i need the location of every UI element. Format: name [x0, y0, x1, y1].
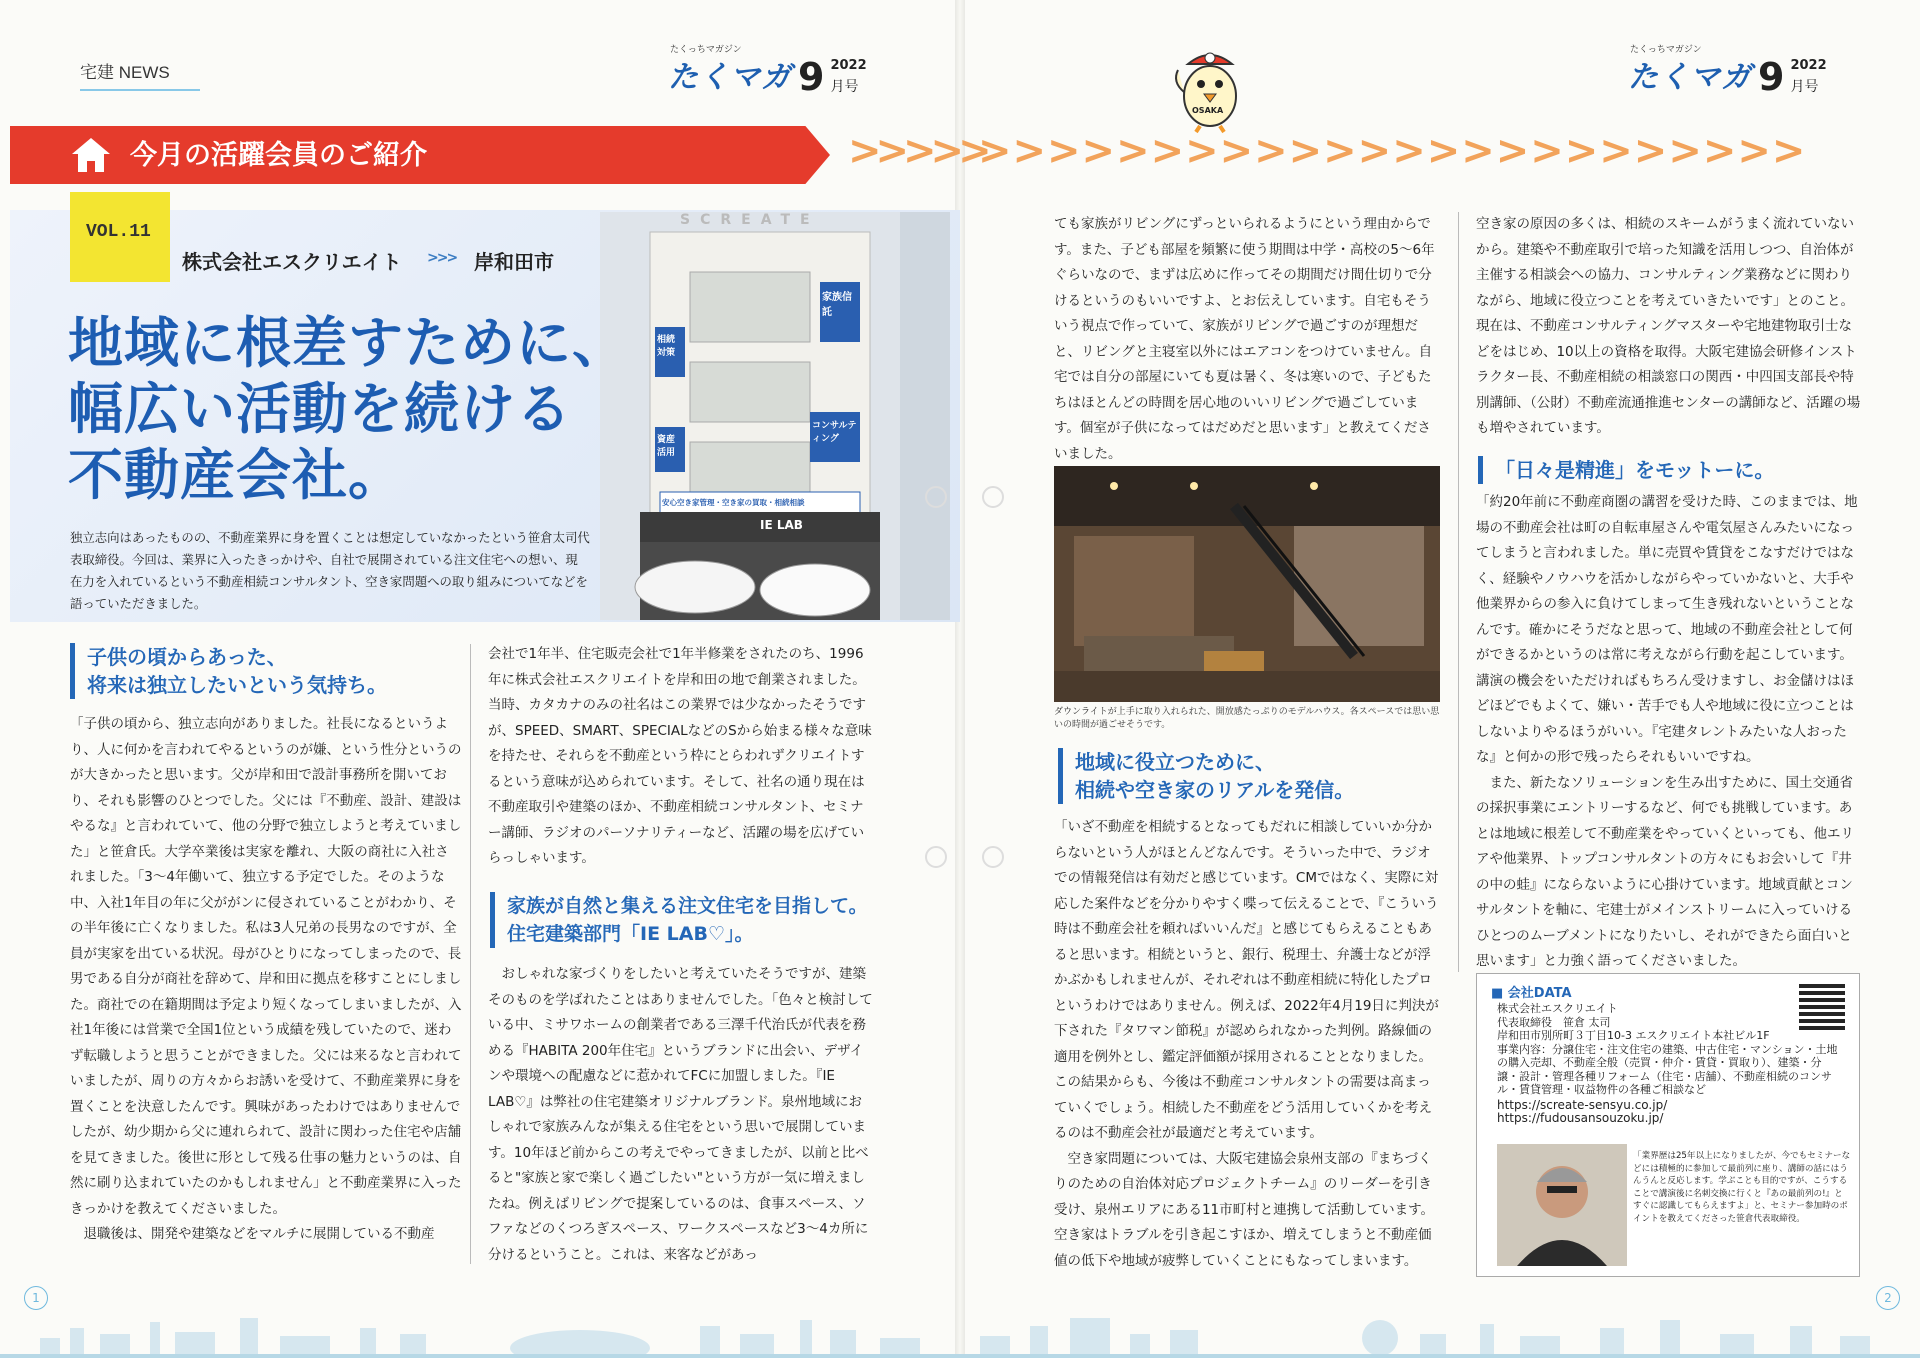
mascot-image	[1170, 42, 1250, 134]
page-gutter	[955, 0, 965, 1358]
company-data-label: ■ 会社DATA	[1491, 986, 1572, 1001]
photo-caption: ダウンライトが上手に取り入れられた、開放感たっぷりのモデルハウス。各スペースでは思い思いの時間が過ごせそうです。	[1054, 707, 1440, 730]
company-data-text	[1497, 1002, 1838, 1126]
binder-hole	[925, 486, 947, 508]
issue-month: 9	[798, 55, 825, 99]
article-column-4	[1476, 490, 1862, 975]
article-column-1	[70, 712, 462, 1248]
company-name: 株式会社エスクリエイト	[182, 250, 402, 274]
banner-title: 今月の活躍会員のご紹介	[130, 140, 427, 171]
skyline-illustration-left	[0, 1308, 960, 1358]
skyline-illustration-right	[960, 1308, 1920, 1358]
building-sign-inheritance: 相続対策	[657, 335, 676, 358]
paragraph: 空き家問題については、大阪宅建協会泉州支部の『まちづくりのための自治体対応プロジェクトチーム』のリーダーを引き受け、泉州エリアにある11市町村と連携して活動しています。空き家はトラブルを引き起こすほか、増えてしまうと不動産価値の低下や地域が疲弊していくことにもなってしまいます。	[1054, 1150, 1435, 1269]
paragraph: 「子供の頃から、独立志向がありました。社長になるというより、人に何かを言われてやるというのが嫌、という性分というのが大きかったと思います。父が岸和田で設計事務所を開いており、それも影響のひとつでした。父には『不動産、設計、建設はやるな』と言われていて、他の分野で独立しようと考えていました」と笹倉氏。大学卒業後は実家を離れ、大阪の商社に入社されました。「3〜4年働いて、独立する予定でした。そのような中、入社1年目の年に父ががンに侵されていることがわかり、その半年後に亡くなりました。私は3人兄弟の長男なのですが、全員が実家を出ている状況。母がひとりになってしまったので、長男である自分が商社を辞めて、岸和田に拠点を移すことにしました。商社での在籍期間は予定より短くなってしまいましたが、入社1年後には営業で全国1位という成績を残していたので、迷わず転職しようと思うことができました。父には来るなと言われていましたが、周りの方々からお誘いを受けて、不動産業界に身を置くことを決意したんです。興味があったわけではありませんでしたが、幼少期から父に連れられて、設計に関わった住宅や店舗を見てきました。後世に形として残る仕事の魅力というのは、自然に刷り込まれていたのかもしれません」と不動産業界に入ったきっかけを教えてくださいました。	[70, 716, 462, 1217]
title-line: 子供の頃からあった、	[87, 645, 287, 669]
article-column-2-intro: 会社で1年半、住宅販売会社で1年半修業をされたのち、1996年に株式会社エスクリエイトを岸和田の地で創業されました。当時、カタカナのみの社名はこの業界では少なかったそうですが、SPEED、SMART、SPECIALなどのSから始まる様々な意味を持たせ、それらを不動産という枠にとらわれずクリエイトするという意味が込められています。そして、社名の通り現在は不動産取引や建築のほか、不動産相続コンサルタント、セミナー講師、ラジオのパーソナリティーなど、活躍の場を広げていらっしゃいます。	[488, 646, 872, 866]
feature-lead: 独立志向はあったものの、不動産業界に身を置くことは想定していなかったという笹倉太司代表取締役。今回は、業界に入ったきっかけや、自社で展開されている注文住宅への想い、現在力を入れているという不動産相続コンサルタント、空き家問題への取り組みについてなどを語っていただきました。	[70, 530, 590, 611]
issue-year: 2022	[1790, 58, 1827, 73]
building-sign-family-trust: 家族信託	[822, 292, 852, 318]
magazine-logo-right	[1628, 45, 1827, 99]
building-sign-services: 安心空き家管理・空き家の買取・相続相談	[662, 498, 805, 507]
company-data-line: 代表取締役 笹倉 太司	[1497, 1015, 1611, 1029]
company-data-line: 株式会社エスクリエイト	[1497, 1002, 1618, 1015]
paragraph: 「約20年前に不動産商圏の講習を受けた時、このままでは、地場の不動産会社は町の自転車屋さんや電気屋さんみたいになってしまうと言われました。単に売買や賃貸をこなすだけではなく、経験やノウハウを活かしながらやっていかないと、大手や他業界からの参入に負けてしまって生き残れないということなんです。確かにそうだなと思って、地域の不動産会社として何ができるかというのは常に考えながら行動を起こしています。講演の機会をいただければもちろん受けますし、お金儲けはほどほどでもよくて、嫌い・苦手でも人や地域に役に立つことはしないよりやるほうがいい。『宅建タレントみたいな人おったな』と何かの形で残ったらそれもいいですね。	[1476, 494, 1858, 765]
title-line: 家族が自然と集える注文住宅を目指して。	[507, 895, 868, 917]
paragraph: また、新たなソリューションを生み出すために、国土交通省の採択事業にエントリーするなど、何でも挑戦しています。あとは地域に根差して不動産業をやっていくといっても、他エリアや他業界、トップコンサルタントの方々にもお会いして『井の中の蛙』にならないように心掛けています。地域貢献とコンサルタントを軸に、宅建士がメインストリームに入っていけるひとつのムーブメントになりたいし、それができたら面白いと思います」と力強く語ってくださいました。	[1476, 774, 1854, 969]
model-house-photo	[1054, 466, 1440, 702]
title-line: 地域に役立つために、	[1075, 750, 1275, 774]
issue-month: 9	[1758, 55, 1785, 99]
building-photo	[600, 212, 950, 620]
article-column-4-top: 空き家の原因の多くは、相続のスキームがうまく流れていないから。建築や不動産取引で培った知識を活用しつつ、自治体が主催する相談会への協力、コンサルティング業務などに関わりながら、地域に役立つことを考えていきたいです」とのこと。現在は、不動産コンサルティングマスターや宅地建物取引士などをはじめ、10以上の資格を取得。大阪宅建協会研修インストラクター長、不動産相続の相談窓口の関西・中四国支部長や特別講師、（公財）不動産流通推進センターの講師など、活躍の場も増やされています。	[1476, 216, 1861, 436]
volume-badge: VOL.11	[70, 192, 170, 282]
issue-suffix: 月号	[830, 79, 859, 95]
chevron-decoration-left: >>>>>	[848, 128, 986, 174]
representative-photo	[1497, 1144, 1627, 1266]
binder-hole	[925, 846, 947, 868]
section-title-house	[490, 892, 907, 948]
magazine-title: たくマガ	[668, 60, 792, 95]
magazine-title: たくマガ	[1628, 60, 1752, 95]
arrow-separator: >>>	[427, 250, 457, 266]
building-sign-screate: SCREATE	[680, 212, 820, 228]
company-url[interactable]: https://fudousansouzoku.jp/	[1497, 1111, 1664, 1125]
paragraph: 「いざ不動産を相続するとなってもだれに相談していいか分からないという人がほとんどなんです。そういった中で、ラジオでの情報発信は有効だと感じています。CMではなく、実際に対応した案件などを分かりやすく喋って伝えることで、『こういう時は不動産会社を頼ればいいんだ』と感じてもらえることもあると思います。相続というと、銀行、税理士、弁護士などが浮かぶかもしれませんが、それぞれは不動産相続に特化したプロというわけではありません。例えば、2022年4月19日に判決が下された『タワマン節税』が認められなかった判例。路線価の適用を例外とし、鑑定評価額が採用されることとなりました。この結果からも、今後は不動産コンサルタントの需要は高まっていくでしょう。相続した不動産をどう活用していくかを考えるのは不動産会社が最適だと考えています。	[1054, 819, 1439, 1141]
home-icon	[70, 136, 112, 174]
building-sign-ielab: IE LAB	[760, 518, 803, 532]
building-sign-consulting: コンサルティング	[812, 421, 857, 444]
headline-line: 地域に根差すために、	[68, 311, 629, 375]
article-column-3-top: ても家族がリビングにずっといられるようにという理由からです。また、子ども部屋を頻繁に使う期間は中学・高校の5〜6年ぐらいなので、まずは広めに作ってその期間だけ間仕切りで分けるというのもいいですよ、とお伝えしています。自宅もそういう視点で作っていて、家族がリビングで過ごすのが理想だと、リビングと主寝室以外にはエアコンをつけていません。自宅では自分の部屋にいても夏は暑く、冬は寒いので、子どもたちはほとんどの時間を居心地のいいリビングで過ごしています。個室が子供になってはだめだと思います」と教えてくださいました。	[1054, 216, 1435, 462]
magazine-subtitle: たくっちマガジン	[1630, 45, 1702, 55]
qr-code-icon[interactable]	[1799, 982, 1845, 1030]
magazine-subtitle: たくっちマガジン	[670, 45, 742, 55]
company-city: 岸和田市	[474, 250, 554, 274]
title-line: 将来は独立したいという気持ち。	[87, 673, 387, 697]
title-line: 住宅建築部門「IE LAB♡」。	[507, 923, 754, 945]
page-number-right: 2	[1876, 1286, 1900, 1310]
chevron-decoration-right: >>>>>>>>>>>>>>>>>>>>>>>>	[978, 128, 1807, 174]
issue-suffix: 月号	[1790, 79, 1819, 95]
title-line: 相続や空き家のリアルを発信。	[1075, 778, 1355, 802]
building-sign-asset: 資産活用	[657, 435, 676, 458]
section-title-community	[1058, 748, 1455, 804]
article-column-2: おしゃれな家づくりをしたいと考えていたそうですが、建築そのものを学ばれたことはありませんでした。「色々と検討している中、ミサワホームの創業者である三澤千代治氏が代表を務める『HABITA 200年住宅』というブランドに出会い、デザインや環境への配慮などに惹かれてFCに加盟しました。『IE LAB♡』は弊社の住宅建築オリジナルブランド。泉州地域におしゃれで家族みんなが集える住宅をという思いで展開しています。10年ほど前からこの考えでやってきましたが、以前と比べると"家族と家で楽しく過ごしたい"という方が一気に増えましたね。例えばリビングで提案しているのは、食事スペース、ソファなどのくつろぎスペース、ワークスペースなど3〜4カ所に分けるということ。これは、来客などがあっ	[488, 966, 873, 1263]
binder-hole	[982, 846, 1004, 868]
column-divider	[1458, 212, 1459, 972]
column-divider	[470, 644, 471, 1264]
section-title-childhood	[70, 643, 467, 699]
company-data-line: 岸和田市別所町３丁目10-3 エスクリエイト本社ビル1F	[1497, 1029, 1770, 1042]
headline-line: 不動産会社。	[68, 443, 405, 507]
feature-headline	[68, 310, 628, 508]
article-column-3	[1054, 815, 1440, 1274]
representative-quote: 「業界歴は25年以上になりましたが、今でもセミナーなどには積極的に参加して最前列に座り、講師の話にはうんうんと反応します。学ぶことも目的ですが、こうすることで講演後に名刺交換に行くと『あの最前列の!』とすぐに認識してもらえますよ」と、セミナー参加時のポイントを教えてくださった笹倉代表取締役。	[1633, 1151, 1851, 1224]
headline-line: 幅広い活動を続ける	[68, 377, 573, 441]
paragraph: 退職後は、開発や建築などをマルチに展開している不動産	[83, 1226, 435, 1242]
mascot-label: OSAKA	[1192, 106, 1224, 115]
binder-hole	[982, 486, 1004, 508]
company-data-line: 事業内容：分譲住宅・注文住宅の建築、中古住宅・マンション・土地の購入売却、不動産全般（売買・仲介・賃貸・買取り）、建築・分譲・設計・管理各種リフォーム（住宅・店舗）、不動産相続のコンサル・賃貸管理・収益物件の各種ご相談など	[1497, 1042, 1838, 1096]
magazine-logo-left	[668, 45, 867, 99]
section-title-motto: 「日々是精進」をモットーに。	[1478, 456, 1875, 484]
page-number-left: 1	[24, 1286, 48, 1310]
issue-year: 2022	[830, 58, 867, 73]
company-data-box	[1476, 973, 1860, 1277]
company-url[interactable]: https://screate-sensyu.co.jp/	[1497, 1097, 1668, 1112]
section-label: 宅建 NEWS	[80, 58, 170, 83]
